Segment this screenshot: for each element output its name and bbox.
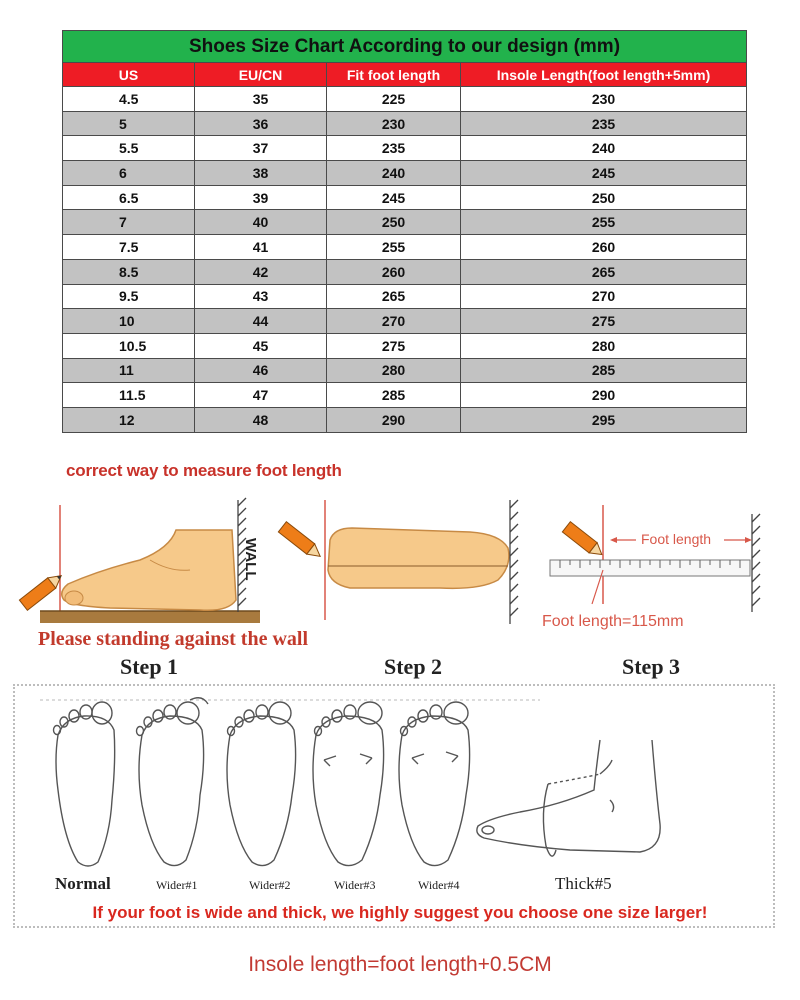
us-size-cell: 6.5 xyxy=(63,185,195,210)
column-header-insole-length: Insole Length(foot length+5mm) xyxy=(461,63,747,87)
insole-length-cell: 265 xyxy=(461,259,747,284)
table-row xyxy=(63,161,747,186)
fit-foot-length-cell: 240 xyxy=(327,161,461,186)
insole-length-cell: 240 xyxy=(461,136,747,161)
us-size-cell: 10 xyxy=(63,309,195,334)
insole-length-cell: 270 xyxy=(461,284,747,309)
measurement-illustrations xyxy=(0,490,800,640)
us-size-cell: 10.5 xyxy=(63,333,195,358)
eu-cn-size-cell: 41 xyxy=(195,235,327,260)
insole-length-cell: 285 xyxy=(461,358,747,383)
table-row xyxy=(63,185,747,210)
us-size-cell: 6 xyxy=(63,161,195,186)
insole-length-cell: 245 xyxy=(461,161,747,186)
table-row xyxy=(63,383,747,408)
fit-foot-length-cell: 230 xyxy=(327,111,461,136)
fit-foot-length-cell: 235 xyxy=(327,136,461,161)
fit-foot-length-cell: 250 xyxy=(327,210,461,235)
side-view-foot-illustration xyxy=(19,498,260,623)
fit-foot-length-cell: 270 xyxy=(327,309,461,334)
us-size-cell: 5.5 xyxy=(63,136,195,161)
width-label-normal: Normal xyxy=(55,874,111,893)
eu-cn-size-cell: 38 xyxy=(195,161,327,186)
us-size-cell: 12 xyxy=(63,407,195,432)
eu-cn-size-cell: 46 xyxy=(195,358,327,383)
table-row xyxy=(63,407,747,432)
table-row xyxy=(63,333,747,358)
fit-foot-length-cell: 280 xyxy=(327,358,461,383)
wall-label: WALL xyxy=(242,538,259,581)
insole-length-cell: 295 xyxy=(461,407,747,432)
fit-foot-length-cell: 290 xyxy=(327,407,461,432)
fit-foot-length-cell: 245 xyxy=(327,185,461,210)
insole-length-cell: 255 xyxy=(461,210,747,235)
table-row xyxy=(63,259,747,284)
table-row xyxy=(63,111,747,136)
foot-length-label: Foot length xyxy=(641,531,712,547)
width-label-wider-4: Wider#4 xyxy=(418,878,460,892)
fit-foot-length-cell: 225 xyxy=(327,87,461,112)
us-size-cell: 9.5 xyxy=(63,284,195,309)
column-header-eu-cn: EU/CN xyxy=(195,63,327,87)
eu-cn-size-cell: 36 xyxy=(195,111,327,136)
ruler-illustration xyxy=(550,505,760,612)
us-size-cell: 4.5 xyxy=(63,87,195,112)
column-header-us: US xyxy=(63,63,195,87)
fit-foot-length-cell: 260 xyxy=(327,259,461,284)
eu-cn-size-cell: 47 xyxy=(195,383,327,408)
table-row xyxy=(63,210,747,235)
fit-foot-length-cell: 255 xyxy=(327,235,461,260)
eu-cn-size-cell: 43 xyxy=(195,284,327,309)
eu-cn-size-cell: 40 xyxy=(195,210,327,235)
us-size-cell: 11 xyxy=(63,358,195,383)
insole-length-cell: 280 xyxy=(461,333,747,358)
insole-length-cell: 290 xyxy=(461,383,747,408)
us-size-cell: 7 xyxy=(63,210,195,235)
step-2-label: Step 2 xyxy=(384,654,443,679)
table-row xyxy=(63,309,747,334)
eu-cn-size-cell: 39 xyxy=(195,185,327,210)
fit-foot-length-cell: 285 xyxy=(327,383,461,408)
table-header-row xyxy=(63,63,747,87)
size-advice: If your foot is wide and thick, we highly suggest you choose one size larger! xyxy=(92,903,708,922)
fit-foot-length-cell: 265 xyxy=(327,284,461,309)
width-label-wider-2: Wider#2 xyxy=(249,878,291,892)
foot-length-example: Foot length=115mm xyxy=(542,613,684,630)
step-3-label: Step 3 xyxy=(622,654,681,679)
table-row xyxy=(63,87,747,112)
insole-length-cell: 235 xyxy=(461,111,747,136)
measure-title: correct way to measure foot length xyxy=(66,461,342,480)
top-view-foot-illustration xyxy=(278,500,518,624)
width-label-wider-3: Wider#3 xyxy=(334,878,376,892)
eu-cn-size-cell: 48 xyxy=(195,407,327,432)
foot-width-box xyxy=(13,684,775,928)
insole-length-cell: 230 xyxy=(461,87,747,112)
width-label-wider-1: Wider#1 xyxy=(156,878,198,892)
insole-length-cell: 250 xyxy=(461,185,747,210)
eu-cn-size-cell: 42 xyxy=(195,259,327,284)
eu-cn-size-cell: 37 xyxy=(195,136,327,161)
us-size-cell: 8.5 xyxy=(63,259,195,284)
insole-length-cell: 275 xyxy=(461,309,747,334)
insole-formula: Insole length=foot length+0.5CM xyxy=(248,953,552,976)
table-row xyxy=(63,284,747,309)
step-1-label: Step 1 xyxy=(120,654,179,679)
eu-cn-size-cell: 35 xyxy=(195,87,327,112)
fit-foot-length-cell: 275 xyxy=(327,333,461,358)
insole-length-cell: 260 xyxy=(461,235,747,260)
size-chart-table xyxy=(62,30,747,433)
table-row xyxy=(63,136,747,161)
us-size-cell: 5 xyxy=(63,111,195,136)
column-header-fit-foot-length: Fit foot length xyxy=(327,63,461,87)
us-size-cell: 7.5 xyxy=(63,235,195,260)
wall-note: Please standing against the wall xyxy=(38,628,309,650)
width-label-thick-5: Thick#5 xyxy=(555,874,612,893)
eu-cn-size-cell: 45 xyxy=(195,333,327,358)
table-row xyxy=(63,235,747,260)
us-size-cell: 11.5 xyxy=(63,383,195,408)
table-row xyxy=(63,358,747,383)
size-chart-title: Shoes Size Chart According to our design (mm) xyxy=(63,31,747,63)
eu-cn-size-cell: 44 xyxy=(195,309,327,334)
